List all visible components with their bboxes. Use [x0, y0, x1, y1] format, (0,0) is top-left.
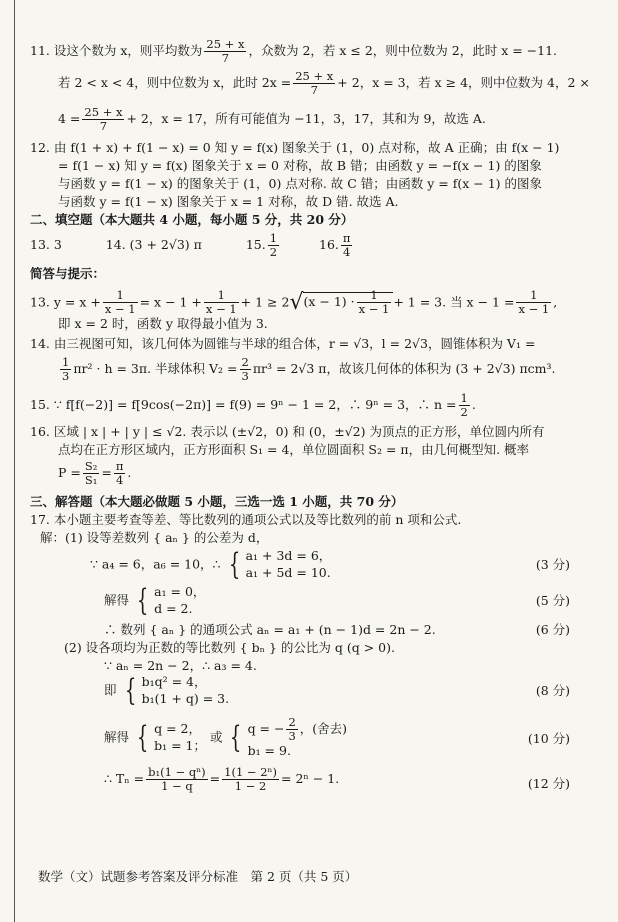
hint14-line2: $\frac{1}{3}$ πr² · h = 3π. 半球体积 V₂ = $\frac{2}{3}$ πr³ = 2√3 π，故该几何体的体积为 (3 + 2√3) πcm³. [62, 355, 556, 384]
score-label: (10 分) [527, 731, 570, 746]
fraction: $\frac{\text{1(1 − 2ⁿ)}}{1 - 2}$ [224, 765, 278, 794]
score-label: (12 分) [527, 776, 570, 791]
q17-intro: 17. 本小题主要考查等差、等比数列的通项公式以及等比数列的前 n 项和公式. [30, 512, 462, 527]
q17-sum: ∴ Tₙ = $\frac{\text{b₁(1 − qⁿ)}}{1 - q}$ = $\frac{\text{1(1 − 2ⁿ)}}{1 - 2}$ = 2ⁿ − 1. [104, 765, 340, 794]
hint16-line3: P = $\frac{\text{S₂}}{\text{S₁}}$ = $\frac{\pi}{4}$ . [58, 459, 132, 488]
hint14-line1: 14. 由三视图可知，该几何体为圆锥与半球的组合体，r = √3，l = 2√3，圆锥体积为 V₁ = [30, 336, 536, 351]
fraction: $\frac{25 + x}{7}$ [206, 37, 245, 66]
score-label: (8 分) [535, 683, 570, 698]
hint16-line1: 16. 区域 | x | + | y | ≤ √2. 表示以 (±√2，0) 和 (0，±√2) 为顶点的正方形，单位圆内所有 [30, 424, 545, 439]
score-label: (3 分) [535, 557, 570, 572]
q17-solve1: 解得 { a₁ = 0， d = 2. [104, 582, 206, 618]
fraction: $\frac{1}{2}$ [460, 391, 468, 420]
hint13-line2: 即 x = 2 时，函数 y 取得最小值为 3. [58, 316, 268, 331]
q11-line3: 4 = $\frac{25 + x}{7}$ + 2，x = 17，所有可能值为 −11，3，17，其和为 9，故选 A. [58, 105, 486, 134]
q11-line1: 11. 设这个数为 x，则平均数为 $\frac{25 + x}{7}$ ，众数为 2，若 x ≤ 2，则中位数为 2，此时 x = −11. [30, 37, 558, 66]
left-binding-line [14, 0, 15, 922]
fraction: $\frac{25 + x}{7}$ [295, 69, 334, 98]
equation-system: { q = 2， b₁ = 1； [136, 720, 206, 756]
fraction: $\frac{1}{x - 1}$ [358, 288, 390, 317]
fraction: $\frac{1}{x - 1}$ [518, 288, 550, 317]
q17-a3: ∵ aₙ = 2n − 2，∴ a₃ = 4. [104, 658, 257, 673]
q17-system3: 即 { b₁q² = 4， b₁(1 + q) = 3. [104, 672, 230, 708]
equation-system: { a₁ = 0， d = 2. [136, 582, 206, 618]
section-fill-in-heading: 二、填空题（本大题共 4 小题，每小题 5 分，共 20 分） [30, 212, 354, 227]
score-label: (6 分) [535, 622, 570, 637]
q17-part1: 解：(1) 设等差数列 { aₙ } 的公差为 d， [40, 530, 269, 545]
q12-line2: = f(1 − x) 知 y = f(x) 图象关于 x = 0 对称，故 B 错；由函数 y = −f(x − 1) 的图象 [58, 158, 542, 173]
fraction: $\frac{1}{2}$ [269, 231, 278, 260]
q17-part2: (2) 设各项均为正数的等比数列 { bₙ } 的公比为 q (q > 0). [64, 640, 395, 655]
fraction: $\frac{1}{3}$ [62, 355, 70, 384]
equation-system: { q = − $\frac{2}{3}$ ，(舍去) b₁ = 9. [230, 715, 348, 759]
score-label: (5 分) [535, 593, 570, 608]
q17-condition: ∵ a₄ = 6，a₆ = 10，∴ { a₁ + 3d = 6， a₁ + 5d = 10. [90, 546, 332, 582]
fraction: $\frac{2}{3}$ [288, 715, 296, 744]
fraction: $\frac{2}{3}$ [241, 355, 249, 384]
fraction: $\frac{\text{b₁(1 − qⁿ)}}{1 - q}$ [148, 765, 206, 794]
fraction: $\frac{25 + x}{7}$ [84, 105, 123, 134]
q12-line1: 12. 由 f(1 + x) + f(1 − x) = 0 知 y = f(x) 图象关于 (1，0) 点对称，故 A 正确；由 f(x − 1) [30, 140, 560, 155]
fraction: $\frac{\text{S₂}}{\text{S₁}}$ [84, 459, 98, 488]
q11-line2: 若 2 < x < 4，则中位数为 x，此时 2x = $\frac{25 + x}{7}$ + 2，x = 3，若 x ≥ 4，则中位数为 4，2 × [58, 69, 590, 98]
hint15-line: 15. ∵ f[f(−2)] = f[9cos(−2π)] = f(9) = 9ⁿ − 1 = 2，∴ 9ⁿ = 3，∴ n = $\frac{1}{2}$ . [30, 391, 476, 420]
fraction: $\frac{1}{x - 1}$ [205, 288, 237, 317]
fraction: $\frac{\pi}{4}$ [115, 459, 124, 488]
hint13-line1: 13. y = x + $\frac{1}{x - 1}$ = x − 1 + $\frac{1}{x - 1}$ + 1 ≥ 2√(x − 1) · $\frac{1}{x - 1}$ + 1 = 3. 当 x − 1 = $\frac{1}{x - 1}$ , [30, 288, 558, 317]
equation-system: { a₁ + 3d = 6， a₁ + 5d = 10. [228, 546, 332, 582]
hints-heading: 简答与提示： [30, 266, 106, 281]
q12-line4: 与函数 y = f(1 − x) 图象关于 x = 1 对称，故 D 错. 故选 A. [58, 194, 399, 209]
fraction: $\frac{1}{x - 1}$ [104, 288, 136, 317]
page-footer: 数学（文）试题参考答案及评分标准 第 2 页（共 5 页） [38, 869, 358, 885]
hint16-line2: 点均在正方形区域内，正方形面积 S₁ = 4，单位圆面积 S₂ = π，由几何概型知. 概率 [58, 442, 530, 457]
q17-general-term: ∴ 数列 { aₙ } 的通项公式 aₙ = a₁ + (n − 1)d = 2n − 2. [104, 622, 436, 637]
q12-line3: 与函数 y = f(1 − x) 的图象关于 (1，0) 点对称. 故 C 错；由函数 y = f(x − 1) 的图象 [58, 176, 543, 191]
q17-solve2: 解得 { q = 2， b₁ = 1； 或 { q = − $\frac{2}{3}$ ，(舍去) b₁ = 9. [104, 715, 348, 759]
sqrt-sign: √ [289, 290, 304, 315]
section-solution-heading: 三、解答题（本大题必做题 5 小题，三选一选 1 小题，共 70 分） [30, 494, 404, 509]
equation-system: { b₁q² = 4， b₁(1 + q) = 3. [124, 672, 230, 708]
fill-in-answers: 13. 3 14. (3 + 2√3) π 15. $\frac{1}{2}$ 16. $\frac{\pi}{4}$ [30, 231, 351, 260]
fraction: $\frac{\pi}{4}$ [342, 231, 351, 260]
